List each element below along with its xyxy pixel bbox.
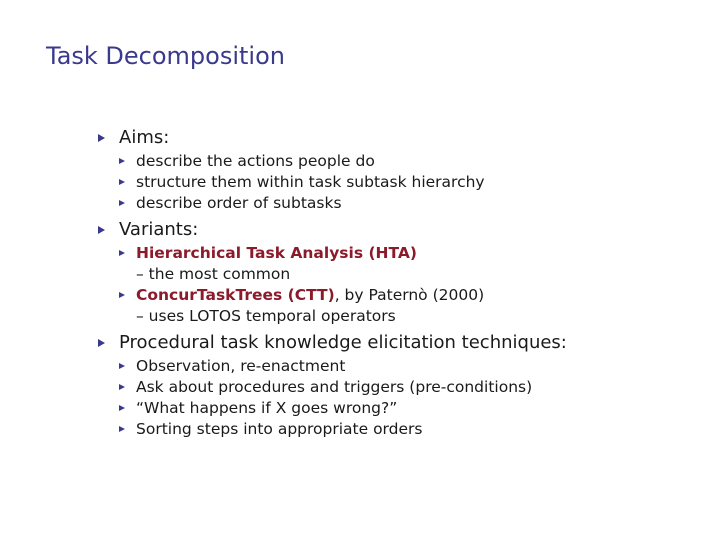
procedural-item xyxy=(119,398,698,419)
triangle-bullet-icon xyxy=(119,179,125,185)
bullet-variants xyxy=(98,217,698,243)
procedural-item-text: Ask about procedures and triggers (pre-conditions) xyxy=(136,378,533,396)
aims-item-text: describe order of subtasks xyxy=(136,194,342,212)
hta-name: Hierarchical Task Analysis (HTA) xyxy=(136,244,417,262)
variants-sublist xyxy=(119,243,698,327)
ctt-suffix: , by Paternò (2000) xyxy=(334,286,485,304)
triangle-bullet-icon xyxy=(119,292,125,298)
hta-note: – the most common xyxy=(136,265,291,283)
aims-item-text: describe the actions people do xyxy=(136,152,375,170)
triangle-bullet-icon xyxy=(119,384,125,390)
triangle-bullet-icon xyxy=(119,250,125,256)
ctt-name: ConcurTaskTrees (CTT) xyxy=(136,286,335,304)
triangle-bullet-icon xyxy=(119,363,125,369)
triangle-bullet-icon xyxy=(98,226,105,234)
triangle-bullet-icon xyxy=(98,134,105,142)
procedural-item-text: Observation, re-enactment xyxy=(136,357,346,375)
procedural-item-text: Sorting steps into appropriate orders xyxy=(136,420,423,438)
aims-item xyxy=(119,151,698,172)
aims-item xyxy=(119,193,698,214)
ctt-note: – uses LOTOS temporal operators xyxy=(136,307,396,325)
procedural-item-text: “What happens if X goes wrong?” xyxy=(136,399,398,417)
slide-title: Task Decomposition xyxy=(46,42,285,70)
variant-ctt xyxy=(119,285,698,327)
bullet-procedural xyxy=(98,330,698,356)
triangle-bullet-icon xyxy=(98,339,105,347)
procedural-label: Procedural task knowledge elicitation techniques: xyxy=(119,332,567,353)
procedural-item xyxy=(119,419,698,440)
triangle-bullet-icon xyxy=(119,426,125,432)
triangle-bullet-icon xyxy=(119,158,125,164)
procedural-item xyxy=(119,377,698,398)
aims-label: Aims: xyxy=(119,127,170,148)
variant-hta xyxy=(119,243,698,285)
variants-label: Variants: xyxy=(119,219,199,240)
procedural-item xyxy=(119,356,698,377)
slide-content xyxy=(98,122,698,440)
aims-item xyxy=(119,172,698,193)
bullet-aims xyxy=(98,125,698,151)
triangle-bullet-icon xyxy=(119,405,125,411)
aims-sublist xyxy=(119,151,698,214)
procedural-sublist xyxy=(119,356,698,440)
triangle-bullet-icon xyxy=(119,200,125,206)
aims-item-text: structure them within task subtask hierarchy xyxy=(136,173,485,191)
